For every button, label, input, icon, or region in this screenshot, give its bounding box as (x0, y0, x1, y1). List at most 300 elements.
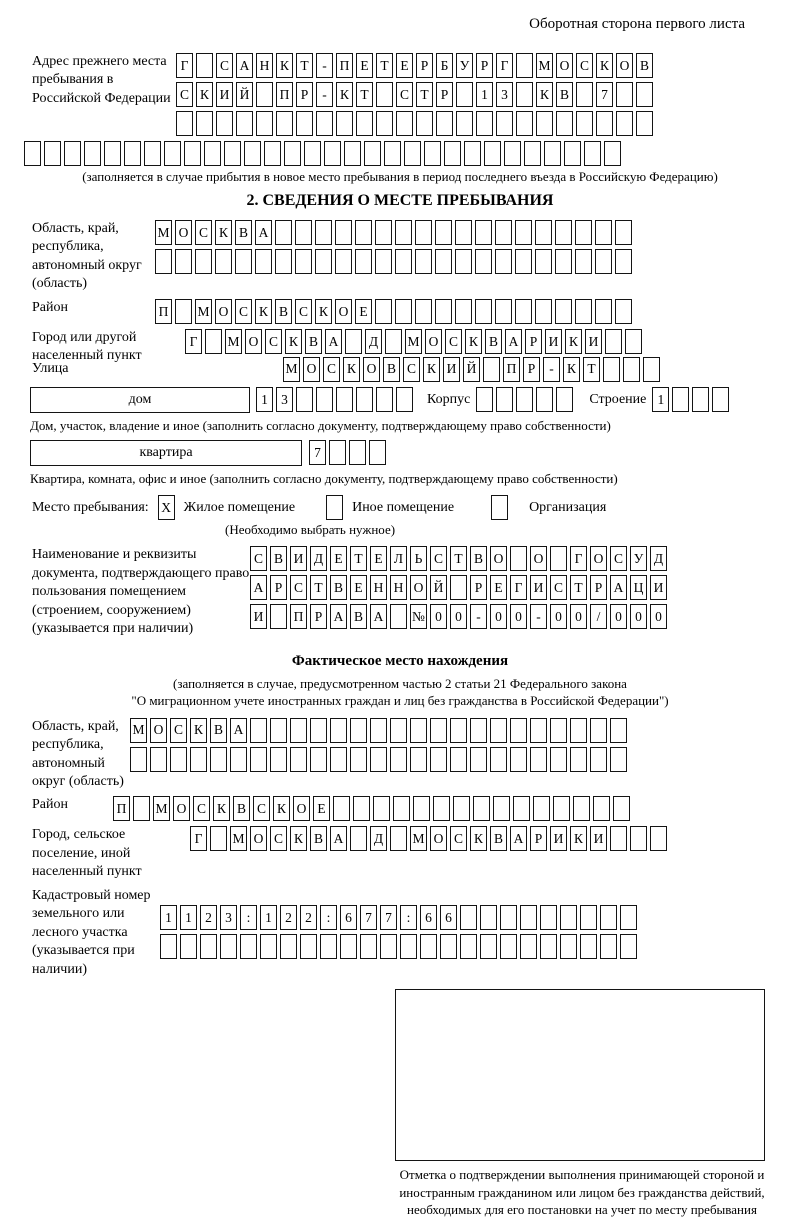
char-cell[interactable] (475, 249, 492, 274)
char-cell[interactable]: И (550, 826, 567, 851)
char-cell[interactable] (433, 796, 450, 821)
char-cell[interactable] (600, 905, 617, 930)
char-cell[interactable] (575, 220, 592, 245)
char-cell[interactable] (515, 249, 532, 274)
char-cell[interactable] (420, 934, 437, 959)
char-cell[interactable] (390, 718, 407, 743)
char-cell[interactable] (615, 299, 632, 324)
char-cell[interactable]: Г (570, 546, 587, 571)
char-cell[interactable] (335, 220, 352, 245)
char-cell[interactable] (536, 387, 553, 412)
char-cell[interactable]: С (235, 299, 252, 324)
char-cell[interactable]: С (323, 357, 340, 382)
char-cell[interactable]: А (505, 329, 522, 354)
char-cell[interactable] (210, 747, 227, 772)
char-cell[interactable] (404, 141, 421, 166)
char-cell[interactable]: П (503, 357, 520, 382)
char-cell[interactable] (475, 220, 492, 245)
char-cell[interactable]: С (265, 329, 282, 354)
char-cell[interactable]: Р (530, 826, 547, 851)
char-cell[interactable] (610, 718, 627, 743)
char-cell[interactable] (515, 220, 532, 245)
char-cell[interactable]: К (215, 220, 232, 245)
char-cell[interactable] (450, 718, 467, 743)
char-cell[interactable] (430, 747, 447, 772)
char-cell[interactable] (350, 747, 367, 772)
char-cell[interactable]: А (236, 53, 253, 78)
char-cell[interactable] (555, 249, 572, 274)
char-cell[interactable] (210, 826, 227, 851)
char-cell[interactable]: 6 (340, 905, 357, 930)
char-cell[interactable]: И (530, 575, 547, 600)
char-cell[interactable] (395, 249, 412, 274)
char-cell[interactable]: О (616, 53, 633, 78)
char-cell[interactable] (430, 718, 447, 743)
char-cell[interactable] (555, 220, 572, 245)
char-cell[interactable] (196, 53, 213, 78)
char-cell[interactable] (320, 934, 337, 959)
char-cell[interactable]: С (550, 575, 567, 600)
char-cell[interactable] (250, 718, 267, 743)
char-cell[interactable] (450, 575, 467, 600)
char-cell[interactable] (130, 747, 147, 772)
char-cell[interactable]: Т (356, 82, 373, 107)
char-cell[interactable] (496, 111, 513, 136)
char-cell[interactable]: М (153, 796, 170, 821)
char-cell[interactable]: В (383, 357, 400, 382)
char-cell[interactable]: П (336, 53, 353, 78)
char-cell[interactable]: К (563, 357, 580, 382)
char-cell[interactable]: В (470, 546, 487, 571)
char-cell[interactable] (270, 604, 287, 629)
char-cell[interactable]: Ь (410, 546, 427, 571)
char-cell[interactable]: В (485, 329, 502, 354)
char-cell[interactable]: Р (525, 329, 542, 354)
char-cell[interactable] (712, 387, 729, 412)
char-cell[interactable]: О (490, 546, 507, 571)
char-cell[interactable] (544, 141, 561, 166)
char-cell[interactable]: О (530, 546, 547, 571)
char-cell[interactable]: : (400, 905, 417, 930)
char-cell[interactable] (415, 299, 432, 324)
char-cell[interactable] (536, 111, 553, 136)
char-cell[interactable] (435, 299, 452, 324)
char-cell[interactable]: 1 (160, 905, 177, 930)
char-cell[interactable]: Д (650, 546, 667, 571)
char-cell[interactable] (520, 905, 537, 930)
char-cell[interactable]: В (636, 53, 653, 78)
char-cell[interactable] (636, 111, 653, 136)
char-cell[interactable] (385, 329, 402, 354)
char-cell[interactable]: - (530, 604, 547, 629)
char-cell[interactable] (224, 141, 241, 166)
char-cell[interactable] (180, 934, 197, 959)
char-cell[interactable]: 1 (180, 905, 197, 930)
char-cell[interactable] (356, 111, 373, 136)
char-cell[interactable]: Т (376, 53, 393, 78)
char-cell[interactable] (280, 934, 297, 959)
char-cell[interactable] (550, 747, 567, 772)
char-cell[interactable] (593, 796, 610, 821)
char-cell[interactable]: К (213, 796, 230, 821)
char-cell[interactable]: М (225, 329, 242, 354)
char-cell[interactable] (335, 249, 352, 274)
char-cell[interactable]: Д (365, 329, 382, 354)
char-cell[interactable]: О (430, 826, 447, 851)
mesto-option-other-premises[interactable] (326, 495, 454, 520)
char-cell[interactable] (490, 747, 507, 772)
char-cell[interactable] (540, 934, 557, 959)
char-cell[interactable]: В (235, 220, 252, 245)
char-cell[interactable] (576, 111, 593, 136)
char-cell[interactable] (290, 747, 307, 772)
char-cell[interactable]: М (130, 718, 147, 743)
char-cell[interactable]: - (316, 53, 333, 78)
char-cell[interactable] (316, 111, 333, 136)
char-cell[interactable] (510, 747, 527, 772)
char-cell[interactable] (275, 249, 292, 274)
char-cell[interactable]: 1 (652, 387, 669, 412)
char-cell[interactable] (240, 934, 257, 959)
char-cell[interactable]: Й (236, 82, 253, 107)
char-cell[interactable] (490, 718, 507, 743)
char-cell[interactable]: 2 (200, 905, 217, 930)
char-cell[interactable] (510, 546, 527, 571)
char-cell[interactable]: К (315, 299, 332, 324)
char-cell[interactable]: Е (313, 796, 330, 821)
char-cell[interactable] (290, 718, 307, 743)
char-cell[interactable] (610, 747, 627, 772)
char-cell[interactable] (349, 440, 366, 465)
char-cell[interactable] (575, 249, 592, 274)
char-cell[interactable] (220, 934, 237, 959)
char-cell[interactable]: И (290, 546, 307, 571)
char-cell[interactable]: И (585, 329, 602, 354)
char-cell[interactable]: Г (185, 329, 202, 354)
char-cell[interactable] (620, 934, 637, 959)
char-cell[interactable] (576, 82, 593, 107)
char-cell[interactable]: С (610, 546, 627, 571)
char-cell[interactable] (396, 387, 413, 412)
char-cell[interactable]: О (425, 329, 442, 354)
char-cell[interactable] (270, 747, 287, 772)
char-cell[interactable] (456, 82, 473, 107)
char-cell[interactable]: А (610, 575, 627, 600)
char-cell[interactable]: О (363, 357, 380, 382)
char-cell[interactable] (616, 111, 633, 136)
char-cell[interactable] (556, 111, 573, 136)
char-cell[interactable] (436, 111, 453, 136)
char-cell[interactable]: Г (510, 575, 527, 600)
char-cell[interactable] (375, 299, 392, 324)
char-cell[interactable]: Т (310, 575, 327, 600)
char-cell[interactable]: : (240, 905, 257, 930)
char-cell[interactable] (444, 141, 461, 166)
char-cell[interactable] (200, 934, 217, 959)
char-cell[interactable]: А (370, 604, 387, 629)
char-cell[interactable] (256, 111, 273, 136)
char-cell[interactable] (216, 111, 233, 136)
char-cell[interactable] (553, 796, 570, 821)
checkbox-organization[interactable] (491, 495, 508, 520)
char-cell[interactable]: Е (396, 53, 413, 78)
char-cell[interactable]: 1 (260, 905, 277, 930)
char-cell[interactable] (453, 796, 470, 821)
char-cell[interactable] (304, 141, 321, 166)
char-cell[interactable] (44, 141, 61, 166)
char-cell[interactable] (316, 387, 333, 412)
char-cell[interactable] (476, 111, 493, 136)
char-cell[interactable]: Л (390, 546, 407, 571)
char-cell[interactable]: Р (470, 575, 487, 600)
char-cell[interactable]: В (233, 796, 250, 821)
char-cell[interactable] (300, 934, 317, 959)
char-cell[interactable] (533, 796, 550, 821)
char-cell[interactable]: И (650, 575, 667, 600)
char-cell[interactable] (360, 934, 377, 959)
char-cell[interactable] (345, 329, 362, 354)
char-cell[interactable]: М (155, 220, 172, 245)
char-cell[interactable] (256, 82, 273, 107)
char-cell[interactable]: - (543, 357, 560, 382)
char-cell[interactable] (692, 387, 709, 412)
char-cell[interactable] (603, 357, 620, 382)
char-cell[interactable] (636, 82, 653, 107)
char-cell[interactable]: 0 (630, 604, 647, 629)
char-cell[interactable]: К (470, 826, 487, 851)
char-cell[interactable] (473, 796, 490, 821)
char-cell[interactable]: 3 (220, 905, 237, 930)
char-cell[interactable] (455, 299, 472, 324)
char-cell[interactable]: В (270, 546, 287, 571)
char-cell[interactable]: К (285, 329, 302, 354)
char-cell[interactable] (556, 387, 573, 412)
char-cell[interactable]: О (556, 53, 573, 78)
char-cell[interactable] (615, 220, 632, 245)
char-cell[interactable]: Е (350, 575, 367, 600)
char-cell[interactable] (255, 249, 272, 274)
char-cell[interactable]: М (195, 299, 212, 324)
char-cell[interactable]: О (245, 329, 262, 354)
char-cell[interactable] (336, 111, 353, 136)
char-cell[interactable]: Й (430, 575, 447, 600)
char-cell[interactable]: Д (370, 826, 387, 851)
char-cell[interactable] (573, 796, 590, 821)
char-cell[interactable]: Р (476, 53, 493, 78)
char-cell[interactable] (550, 546, 567, 571)
checkbox-residential[interactable] (158, 495, 175, 520)
char-cell[interactable]: А (250, 575, 267, 600)
char-cell[interactable] (590, 747, 607, 772)
char-cell[interactable] (176, 111, 193, 136)
char-cell[interactable]: Т (296, 53, 313, 78)
char-cell[interactable] (410, 747, 427, 772)
char-cell[interactable]: Р (296, 82, 313, 107)
char-cell[interactable]: Г (176, 53, 193, 78)
char-cell[interactable] (495, 249, 512, 274)
char-cell[interactable]: К (336, 82, 353, 107)
char-cell[interactable]: К (596, 53, 613, 78)
char-cell[interactable]: В (275, 299, 292, 324)
mesto-option-organization[interactable] (491, 495, 606, 520)
char-cell[interactable]: И (590, 826, 607, 851)
char-cell[interactable]: А (330, 826, 347, 851)
char-cell[interactable] (435, 249, 452, 274)
char-cell[interactable] (504, 141, 521, 166)
char-cell[interactable]: С (450, 826, 467, 851)
char-cell[interactable]: А (330, 604, 347, 629)
char-cell[interactable] (570, 718, 587, 743)
char-cell[interactable] (620, 905, 637, 930)
char-cell[interactable] (595, 299, 612, 324)
char-cell[interactable] (610, 826, 627, 851)
char-cell[interactable] (580, 934, 597, 959)
char-cell[interactable]: О (150, 718, 167, 743)
char-cell[interactable]: А (230, 718, 247, 743)
char-cell[interactable] (329, 440, 346, 465)
char-cell[interactable] (496, 387, 513, 412)
char-cell[interactable] (380, 934, 397, 959)
char-cell[interactable]: К (276, 53, 293, 78)
checkbox-other-premises[interactable] (326, 495, 343, 520)
char-cell[interactable]: 0 (490, 604, 507, 629)
char-cell[interactable]: В (310, 826, 327, 851)
char-cell[interactable]: А (510, 826, 527, 851)
char-cell[interactable]: К (290, 826, 307, 851)
char-cell[interactable] (276, 111, 293, 136)
char-cell[interactable]: О (303, 357, 320, 382)
char-cell[interactable] (250, 747, 267, 772)
char-cell[interactable] (643, 357, 660, 382)
char-cell[interactable]: У (456, 53, 473, 78)
char-cell[interactable]: А (325, 329, 342, 354)
char-cell[interactable]: С (445, 329, 462, 354)
char-cell[interactable] (124, 141, 141, 166)
char-cell[interactable]: 6 (440, 905, 457, 930)
char-cell[interactable] (344, 141, 361, 166)
char-cell[interactable]: 0 (430, 604, 447, 629)
char-cell[interactable] (390, 826, 407, 851)
char-cell[interactable] (175, 249, 192, 274)
char-cell[interactable]: - (470, 604, 487, 629)
char-cell[interactable]: К (570, 826, 587, 851)
char-cell[interactable] (170, 747, 187, 772)
char-cell[interactable]: Р (416, 53, 433, 78)
char-cell[interactable] (400, 934, 417, 959)
char-cell[interactable]: 0 (510, 604, 527, 629)
char-cell[interactable]: Т (450, 546, 467, 571)
char-cell[interactable]: С (195, 220, 212, 245)
char-cell[interactable]: И (443, 357, 460, 382)
char-cell[interactable]: И (216, 82, 233, 107)
char-cell[interactable] (415, 249, 432, 274)
char-cell[interactable]: 6 (420, 905, 437, 930)
char-cell[interactable]: О (335, 299, 352, 324)
char-cell[interactable] (310, 747, 327, 772)
char-cell[interactable] (483, 357, 500, 382)
char-cell[interactable] (236, 111, 253, 136)
char-cell[interactable] (495, 299, 512, 324)
char-cell[interactable] (500, 934, 517, 959)
char-cell[interactable] (350, 826, 367, 851)
char-cell[interactable] (484, 141, 501, 166)
char-cell[interactable] (150, 747, 167, 772)
char-cell[interactable] (516, 53, 533, 78)
char-cell[interactable]: М (405, 329, 422, 354)
char-cell[interactable]: 7 (309, 440, 326, 465)
char-cell[interactable] (264, 141, 281, 166)
char-cell[interactable] (540, 905, 557, 930)
char-cell[interactable]: К (190, 718, 207, 743)
char-cell[interactable]: В (350, 604, 367, 629)
char-cell[interactable] (324, 141, 341, 166)
char-cell[interactable] (555, 299, 572, 324)
char-cell[interactable] (64, 141, 81, 166)
char-cell[interactable] (590, 718, 607, 743)
char-cell[interactable] (564, 141, 581, 166)
char-cell[interactable]: 2 (280, 905, 297, 930)
char-cell[interactable]: Р (590, 575, 607, 600)
char-cell[interactable]: 1 (476, 82, 493, 107)
char-cell[interactable] (295, 249, 312, 274)
char-cell[interactable]: О (175, 220, 192, 245)
char-cell[interactable]: С (290, 575, 307, 600)
char-cell[interactable]: С (295, 299, 312, 324)
char-cell[interactable] (570, 747, 587, 772)
char-cell[interactable] (520, 934, 537, 959)
char-cell[interactable]: К (423, 357, 440, 382)
char-cell[interactable]: / (590, 604, 607, 629)
char-cell[interactable] (480, 934, 497, 959)
char-cell[interactable] (550, 718, 567, 743)
char-cell[interactable] (600, 934, 617, 959)
char-cell[interactable] (416, 111, 433, 136)
char-cell[interactable] (480, 905, 497, 930)
char-cell[interactable] (373, 796, 390, 821)
mesto-option-residential[interactable] (158, 495, 295, 520)
char-cell[interactable]: Т (350, 546, 367, 571)
char-cell[interactable] (650, 826, 667, 851)
char-cell[interactable]: К (196, 82, 213, 107)
char-cell[interactable] (390, 604, 407, 629)
char-cell[interactable]: П (290, 604, 307, 629)
char-cell[interactable]: Г (190, 826, 207, 851)
char-cell[interactable] (470, 747, 487, 772)
char-cell[interactable]: 2 (300, 905, 317, 930)
char-cell[interactable] (384, 141, 401, 166)
char-cell[interactable] (464, 141, 481, 166)
char-cell[interactable]: 3 (496, 82, 513, 107)
char-cell[interactable]: В (305, 329, 322, 354)
char-cell[interactable] (310, 718, 327, 743)
char-cell[interactable] (375, 249, 392, 274)
char-cell[interactable] (455, 220, 472, 245)
char-cell[interactable] (516, 82, 533, 107)
char-cell[interactable]: Р (310, 604, 327, 629)
char-cell[interactable] (493, 796, 510, 821)
char-cell[interactable] (613, 796, 630, 821)
char-cell[interactable]: 0 (450, 604, 467, 629)
char-cell[interactable]: С (576, 53, 593, 78)
char-cell[interactable]: Е (370, 546, 387, 571)
char-cell[interactable] (595, 249, 612, 274)
char-cell[interactable] (395, 220, 412, 245)
char-cell[interactable] (369, 440, 386, 465)
char-cell[interactable] (104, 141, 121, 166)
char-cell[interactable] (584, 141, 601, 166)
char-cell[interactable]: Ц (630, 575, 647, 600)
char-cell[interactable]: П (155, 299, 172, 324)
